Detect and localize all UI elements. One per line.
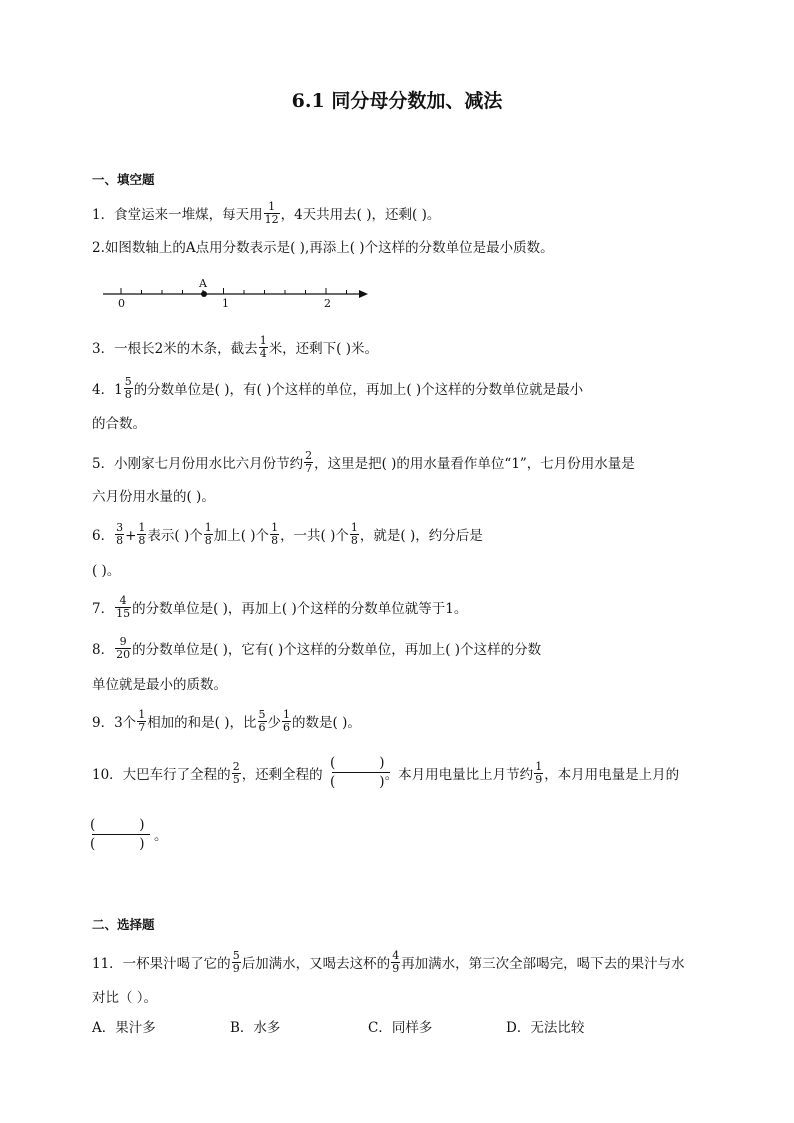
question-7: 7． $\frac{4}{15}$ 的分数单位是( )，再加上( )个这样的分数单位就等于1。 (92, 594, 468, 620)
number-line-diagram (98, 272, 373, 312)
question-1: 1．食堂运来一堆煤，每天用 $\frac{1}{12}$ ，4天共用去( )，还剩( )。 (92, 200, 441, 226)
question-11-cont: 对比（ ）。 (92, 990, 158, 1006)
blank-fraction-1: ( ) ( ) (330, 754, 390, 791)
question-5: 5．小刚家七月份用水比六月份节约 $\frac{2}{7}$ ，这里是把( )的用水量看作单位“1”，七月份用水量是 (92, 449, 635, 475)
tick-label-1: 1 (222, 297, 229, 310)
question-6-cont: ( )。 (92, 563, 121, 579)
tick-label-0: 0 (118, 297, 125, 310)
question-11: 11．一杯果汁喝了它的 $\frac{5}{9}$ 后加满水，又喝去这杯的 $\frac{4}{9}$ 再加满水，第三次全部喝完，喝下去的果汁与水 (92, 949, 685, 975)
question-10: 10．大巴车行了全程的 $\frac{2}{5}$ ，还剩全程的 。本月用电量比上月节约 $\frac{1}{9}$ ，本月用电量是上月的 (92, 760, 680, 786)
fraction: $\frac{5}{6}$ (258, 708, 266, 734)
fraction: $\frac{1}{8}$ (271, 521, 279, 547)
question-3: 3．一根长2米的木条，截去 $\frac{1}{4}$ 米，还剩下( )米。 (92, 334, 379, 360)
question-8: 8． $\frac{9}{20}$ 的分数单位是( )，它有( )个这样的分数单位，再加上( )个这样的分数 (92, 635, 542, 661)
fraction: $\frac{1}{4}$ (259, 334, 267, 360)
number-line-ticks (121, 288, 347, 294)
section-heading-choice: 二、选择题 (92, 917, 155, 932)
fraction: $\frac{3}{8}$ (116, 521, 124, 547)
question-5-cont: 六月份用水量的( )。 (92, 489, 215, 505)
fraction: $\frac{1}{8}$ (350, 521, 358, 547)
fraction: $\frac{1}{9}$ (535, 760, 543, 786)
fraction: $\frac{5}{9}$ (232, 949, 240, 975)
blank-fraction-2: ( ) ( ) (90, 816, 150, 853)
question-4-cont: 的合数。 (92, 416, 146, 432)
fraction: $\frac{2}{5}$ (232, 760, 240, 786)
option-c[interactable]: C．同样多 (368, 1020, 433, 1036)
section-heading-fill-blank: 一、填空题 (92, 172, 155, 187)
question-8-cont: 单位就是最小的质数。 (92, 677, 227, 693)
fraction: $\frac{2}{7}$ (305, 449, 313, 475)
question-2: 2.如图数轴上的A点用分数表示是( ),再添上( )个这样的分数单位是最小质数。 (92, 240, 554, 256)
fraction: $\frac{5}{8}$ (124, 375, 132, 401)
fraction: $\frac{9}{20}$ (116, 635, 131, 661)
tick-label-2: 2 (324, 297, 331, 310)
fraction: $\frac{1}{8}$ (204, 521, 212, 547)
fraction: $\frac{1}{7}$ (138, 708, 146, 734)
question-6: 6． $\frac{3}{8}$ + $\frac{1}{8}$ 表示( )个 $\frac{1}{8}$ 加上( )个 $\frac{1}{8}$ ，一共( )个 $\frac{1}{8}$ ，就是( )，约分后是 (92, 521, 483, 547)
question-4: 4．1 $\frac{5}{8}$ 的分数单位是( )，有( )个这样的单位，再加上( )个这样的分数单位就是最小 (92, 375, 584, 401)
option-a[interactable]: A．果汁多 (92, 1020, 156, 1036)
fraction: $\frac{1}{8}$ (138, 521, 146, 547)
fraction: $\frac{4}{9}$ (392, 949, 400, 975)
arrow-head-icon (359, 290, 368, 298)
option-b[interactable]: B．水多 (230, 1020, 281, 1036)
fraction: $\frac{1}{6}$ (283, 708, 291, 734)
question-10-end: 。 (154, 828, 168, 844)
point-a-marker (201, 291, 207, 297)
point-a-label: A (199, 277, 207, 290)
question-9: 9．3个 $\frac{1}{7}$ 相加的和是( )，比 $\frac{5}{6}$ 少 $\frac{1}{6}$ 的数是( )。 (92, 708, 361, 734)
page-title: 6.1 同分母分数加、减法 (291, 90, 503, 112)
fraction: $\frac{4}{15}$ (116, 594, 131, 620)
option-d[interactable]: D．无法比较 (506, 1020, 585, 1036)
fraction: $\frac{1}{12}$ (264, 200, 279, 226)
